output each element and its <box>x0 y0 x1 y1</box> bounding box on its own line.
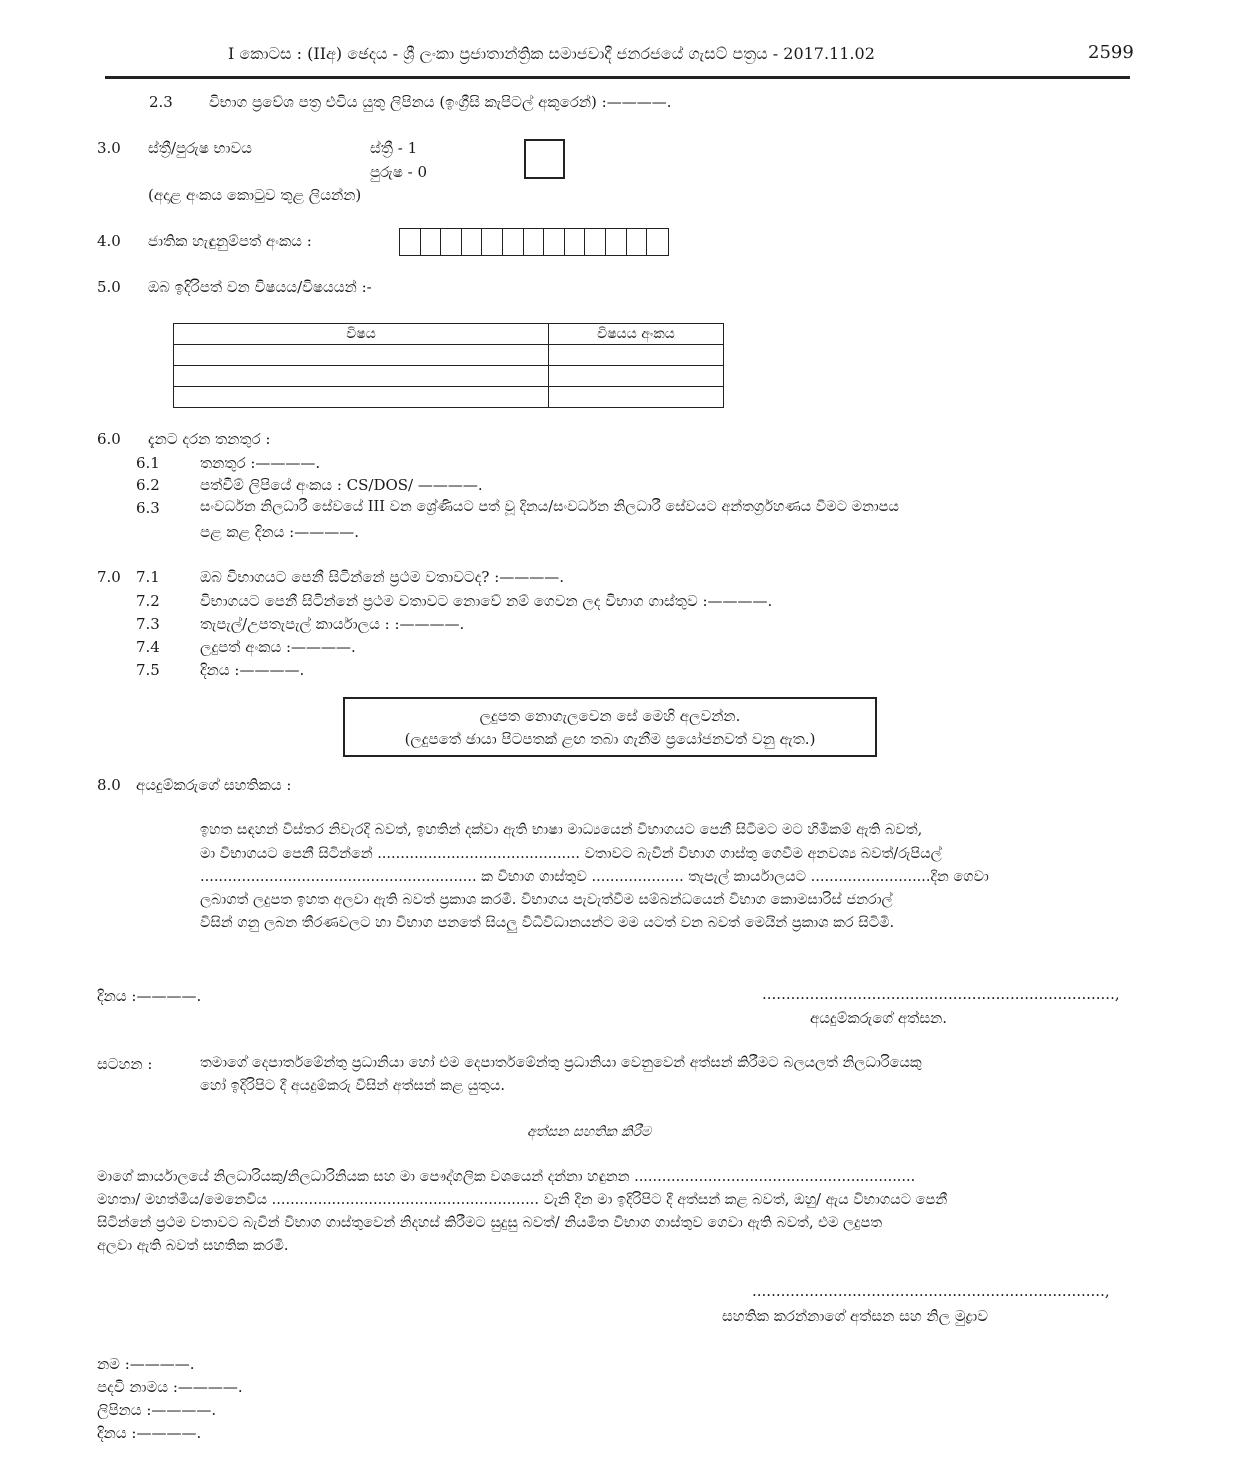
applicant-date: දිනය :————. <box>97 987 202 1005</box>
nic-box[interactable] <box>647 229 668 255</box>
page-number: 2599 <box>1088 42 1134 63</box>
gender-label: ස්ත්‍රී/පුරුෂ භාවය <box>148 139 252 157</box>
certificate-line-5: විසින් ගනු ලබන තීරණවලට හා විභාග පනතේ සියලු විධිවිධානයන්ට මම යටත් වන බවත් මෙයින් ප්‍රකාශ කර සිටිමි. <box>200 915 895 931</box>
attestation-line-2: මහතා/ මහත්මිය/මෙනෙවිය .......................................................... වැනි දින මා ඉදිරිපිට දී අත්සන් කළ බවත්, ඔහු/ ඇය විභාගයට පෙනී <box>97 1192 948 1208</box>
section-8-num: 8.0 <box>97 776 121 794</box>
item-7-2-num: 7.2 <box>136 592 160 610</box>
item-7-4-text: ලදුපත් අංකය :————. <box>200 638 356 656</box>
subjects-table <box>173 323 724 408</box>
item-6-1-num: 6.1 <box>136 454 160 472</box>
table-cell[interactable] <box>549 366 724 387</box>
table-cell[interactable] <box>549 387 724 408</box>
table-cell[interactable] <box>174 366 549 387</box>
receipt-paste-box <box>343 697 877 757</box>
current-post-label: දැනට දරන තනතුර : <box>148 430 271 448</box>
applicant-signature-line: .........................................................................., <box>762 985 1120 1003</box>
receipt-note-line1: ලදුපත නොගැලවෙන සේ මෙහි අලවන්න. <box>479 707 741 725</box>
nic-box[interactable] <box>462 229 483 255</box>
item-6-2-text: පත්වීම් ලිපියේ අංකය : CS/DOS/ ————. <box>200 476 483 494</box>
table-cell[interactable] <box>174 387 549 408</box>
certifier-signature-line: .........................................................................., <box>752 1282 1110 1300</box>
attestation-title: අත්සන සහතික කිරීම <box>527 1124 652 1140</box>
applicant-signature-label: අයදුම්කරුගේ අත්සන. <box>810 1009 948 1027</box>
nic-box[interactable] <box>441 229 462 255</box>
attestation-line-1: මාගේ කාර්යාලයේ නිලධාරියකු/නිලධාරිනියක සහ මා පෞද්ගලික වශයෙන් දන්නා හඳුනන ............................................................. <box>97 1169 916 1185</box>
page-header-title: I කොටස : (IIඅ) ඡෙදය - ශ්‍රී ලංකා ප්‍රජාතාන්ත්‍රික සමාජවාදී ජනරජයේ ගැසට් පත්‍රය - 2017.11.02 <box>228 44 875 63</box>
receipt-note-line2: (ලදුපතේ ඡායා පිටපතක් ළඟ තබා ගැනීම ප්‍රයෝජනවත් වනු ඇත.) <box>404 730 816 748</box>
certifier-signature-label: සහතික කරන්නාගේ අත්සන සහ නිල මුද්‍රාව <box>722 1307 989 1325</box>
certificate-line-1: ඉහත සඳහන් විස්තර නිවැරදි බවත්, ඉහතින් දක්වා ඇති භාෂා මාධ්‍යයෙන් විභාගයට පෙනී සිටීමට මට හිමිකම් ඇති බවත්, <box>200 822 923 838</box>
table-header-subject: විෂය <box>174 324 549 345</box>
section-2-3-num: 2.3 <box>149 93 173 111</box>
note-line-2: හෝ ඉදිරිපිට දී අයදුම්කරු විසින් අත්සන් කළ යුතුය. <box>200 1078 505 1094</box>
item-7-3-num: 7.3 <box>136 615 160 633</box>
section-6-num: 6.0 <box>97 430 121 448</box>
certificate-line-3: ............................................................ ක විභාග ගාස්තුව .................... තැපැල් කාර්යාලයට ..........................දින ගෙවා <box>200 869 989 885</box>
item-7-3-text: තැපැල්/උපතැපැල් කාර්යාලය : :————. <box>200 615 465 633</box>
certificate-line-4: ලබාගත් ලදුපත ඉහත අලවා ඇති බවත් ප්‍රකාශ කරමි. විභාගය පැවැත්වීම සම්බන්ධයෙන් විභාග කොමසාරිස් ජනරාල් <box>200 892 893 908</box>
table-header-subject-number: විෂයය අංකය <box>549 324 724 345</box>
nic-box[interactable] <box>503 229 524 255</box>
item-7-1-num: 7.1 <box>136 568 160 586</box>
gender-hint: (අදාළ අංකය කොටුව තුළ ලියන්න) <box>148 186 362 204</box>
applicant-certificate-label: අයදුම්කරුගේ සහතිකය : <box>136 776 292 794</box>
table-row[interactable] <box>174 366 724 387</box>
table-row[interactable] <box>174 345 724 366</box>
gender-female-code: ස්ත්‍රී - 1 <box>370 139 418 157</box>
section-2-3-text: විභාග ප්‍රවේශ පත්‍ර එවිය යුතු ලිපිනය (ඉංග්‍රීසි කැපිටල් අකුරෙන්) :————. <box>209 93 672 111</box>
nic-box[interactable] <box>524 229 545 255</box>
table-row[interactable] <box>174 387 724 408</box>
footer-date-field: දිනය :————. <box>97 1424 202 1442</box>
attestation-line-3: සිටින්නේ ප්‍රථම වතාවට බැවින් විභාග ගාස්තුවෙන් නිදහස් කිරීමට සුදුසු බවත්/ නියමිත විභාග ගාස්තුව ගෙවා ඇති බවත්, එම ලදුපත <box>97 1215 883 1231</box>
note-line-1: තමාගේ දෙපාර්තමේන්තු ප්‍රධානියා හෝ එම දෙපාර්තමේන්තු ප්‍රධානියා වෙනුවෙන් අත්සන් කිරීමට බලයලත් නිලධාරියෙකු <box>200 1055 922 1071</box>
nic-box[interactable] <box>565 229 586 255</box>
section-4-num: 4.0 <box>97 232 121 250</box>
gender-male-code: පුරුෂ - 0 <box>370 163 427 181</box>
footer-name-field: නම :————. <box>97 1355 195 1373</box>
attestation-line-4: අලවා ඇති බවත් සහතික කරමි. <box>97 1238 289 1254</box>
item-6-1-text: තනතුර :————. <box>200 454 321 472</box>
nic-box[interactable] <box>400 229 421 255</box>
section-3-num: 3.0 <box>97 139 121 157</box>
item-7-4-num: 7.4 <box>136 638 160 656</box>
footer-address-field: ලිපිනය :————. <box>97 1401 217 1419</box>
table-cell[interactable] <box>174 345 549 366</box>
nic-box[interactable] <box>627 229 648 255</box>
nic-box[interactable] <box>482 229 503 255</box>
section-7-num: 7.0 <box>97 568 121 586</box>
item-7-5-text: දිනය :————. <box>200 661 305 679</box>
nic-box[interactable] <box>421 229 442 255</box>
item-7-1-text: ඔබ විභාගයට පෙනී සිටින්නේ ප්‍රථම වතාවටද? :————. <box>200 568 565 586</box>
nic-box[interactable] <box>606 229 627 255</box>
gender-code-box[interactable] <box>524 139 565 179</box>
nic-label: ජාතික හැඳුනුම්පත් අංකය : <box>148 232 312 250</box>
item-6-2-num: 6.2 <box>136 476 160 494</box>
nic-box[interactable] <box>544 229 565 255</box>
certificate-line-2: මා විභාගයට පෙනී සිටින්නේ ............................................ වතාවට බැවින් විභාග ගාස්තු ගෙවීම අනවශ්‍ය බවත්/රුපියල් <box>200 846 942 862</box>
note-label: සටහන : <box>97 1055 153 1073</box>
section-5-num: 5.0 <box>97 278 121 296</box>
footer-designation-field: පදවි නාමය :————. <box>97 1378 243 1396</box>
header-rule <box>105 76 1130 79</box>
item-7-5-num: 7.5 <box>136 661 160 679</box>
item-7-2-text: විභාගයට පෙනී සිටින්නේ ප්‍රථම වතාවට නොවේ නම් ගෙවන ලද විභාග ගාස්තුව :————. <box>200 592 773 610</box>
nic-box[interactable] <box>585 229 606 255</box>
item-6-3-num: 6.3 <box>136 499 160 517</box>
item-6-3-text: සංවර්ධන නිලධාරී සේවයේ III වන ශ්‍රේණියට පත් වූ දිනය/සංවර්ධන නිලධාරී සේවයට අන්තර්ග්‍රහණය වීමට මනාපය <box>200 499 899 515</box>
item-6-3-text-cont: පළ කළ දිනය :————. <box>200 523 359 541</box>
subjects-label: ඔබ ඉදිරිපත් වන විෂයය/විෂයයන් :- <box>148 278 372 296</box>
table-header-row <box>174 324 724 345</box>
nic-number-boxes[interactable] <box>399 228 669 256</box>
table-cell[interactable] <box>549 345 724 366</box>
